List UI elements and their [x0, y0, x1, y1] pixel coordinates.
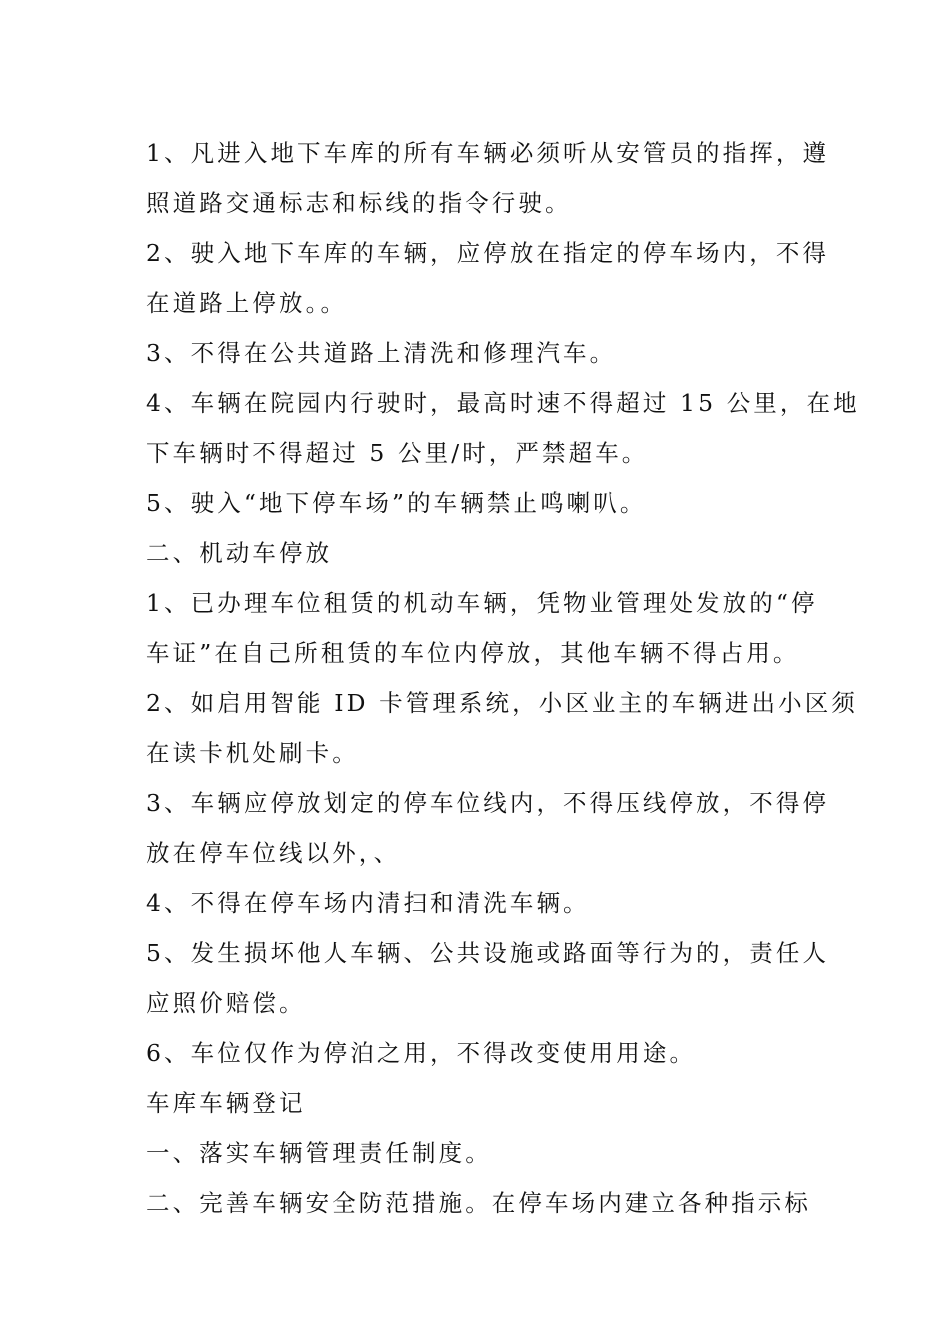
text-line: 5、发生损坏他人车辆、公共设施或路面等行为的，责任人: [146, 939, 830, 967]
text-line: 3、车辆应停放划定的停车位线内，不得压线停放，不得停: [146, 789, 830, 817]
text-line: 放在停车位线以外，、: [146, 839, 401, 867]
text-line: 一、落实车辆管理责任制度。: [146, 1139, 492, 1167]
text-line: 在读卡机处刷卡。: [146, 739, 359, 767]
section-heading: 车库车辆登记: [146, 1089, 306, 1117]
text-line: 照道路交通标志和标线的指令行驶。: [146, 189, 572, 217]
text-line: 3、不得在公共道路上清洗和修理汽车。: [146, 339, 617, 367]
section-heading: 二、机动车停放: [146, 539, 333, 567]
text-line: 2、如启用智能 ID 卡管理系统，小区业主的车辆进出小区须: [146, 689, 858, 717]
text-line: 4、车辆在院园内行驶时，最高时速不得超过 15 公里，在地: [146, 389, 860, 417]
text-line: 二、完善车辆安全防范措施。在停车场内建立各种指示标: [146, 1189, 811, 1217]
text-line: 车证”在自己所租赁的车位内停放，其他车辆不得占用。: [146, 639, 800, 667]
document-body: [146, 128, 860, 1228]
text-line: 应照价赔偿。: [146, 989, 306, 1017]
text-line: 1、已办理车位租赁的机动车辆，凭物业管理处发放的“停: [146, 589, 818, 617]
text-line: 在道路上停放。。: [146, 289, 348, 317]
text-line: 4、不得在停车场内清扫和清洗车辆。: [146, 889, 590, 917]
text-line: 2、驶入地下车库的车辆，应停放在指定的停车场内，不得: [146, 239, 830, 267]
text-line: 下车辆时不得超过 5 公里/时，严禁超车。: [146, 439, 649, 467]
text-line: 5、驶入“地下停车场”的车辆禁止鸣喇叭。: [146, 489, 647, 517]
text-line: 6、车位仅作为停泊之用，不得改变使用用途。: [146, 1039, 697, 1067]
text-line: 1、凡进入地下车库的所有车辆必须听从安管员的指挥，遵: [146, 139, 830, 167]
